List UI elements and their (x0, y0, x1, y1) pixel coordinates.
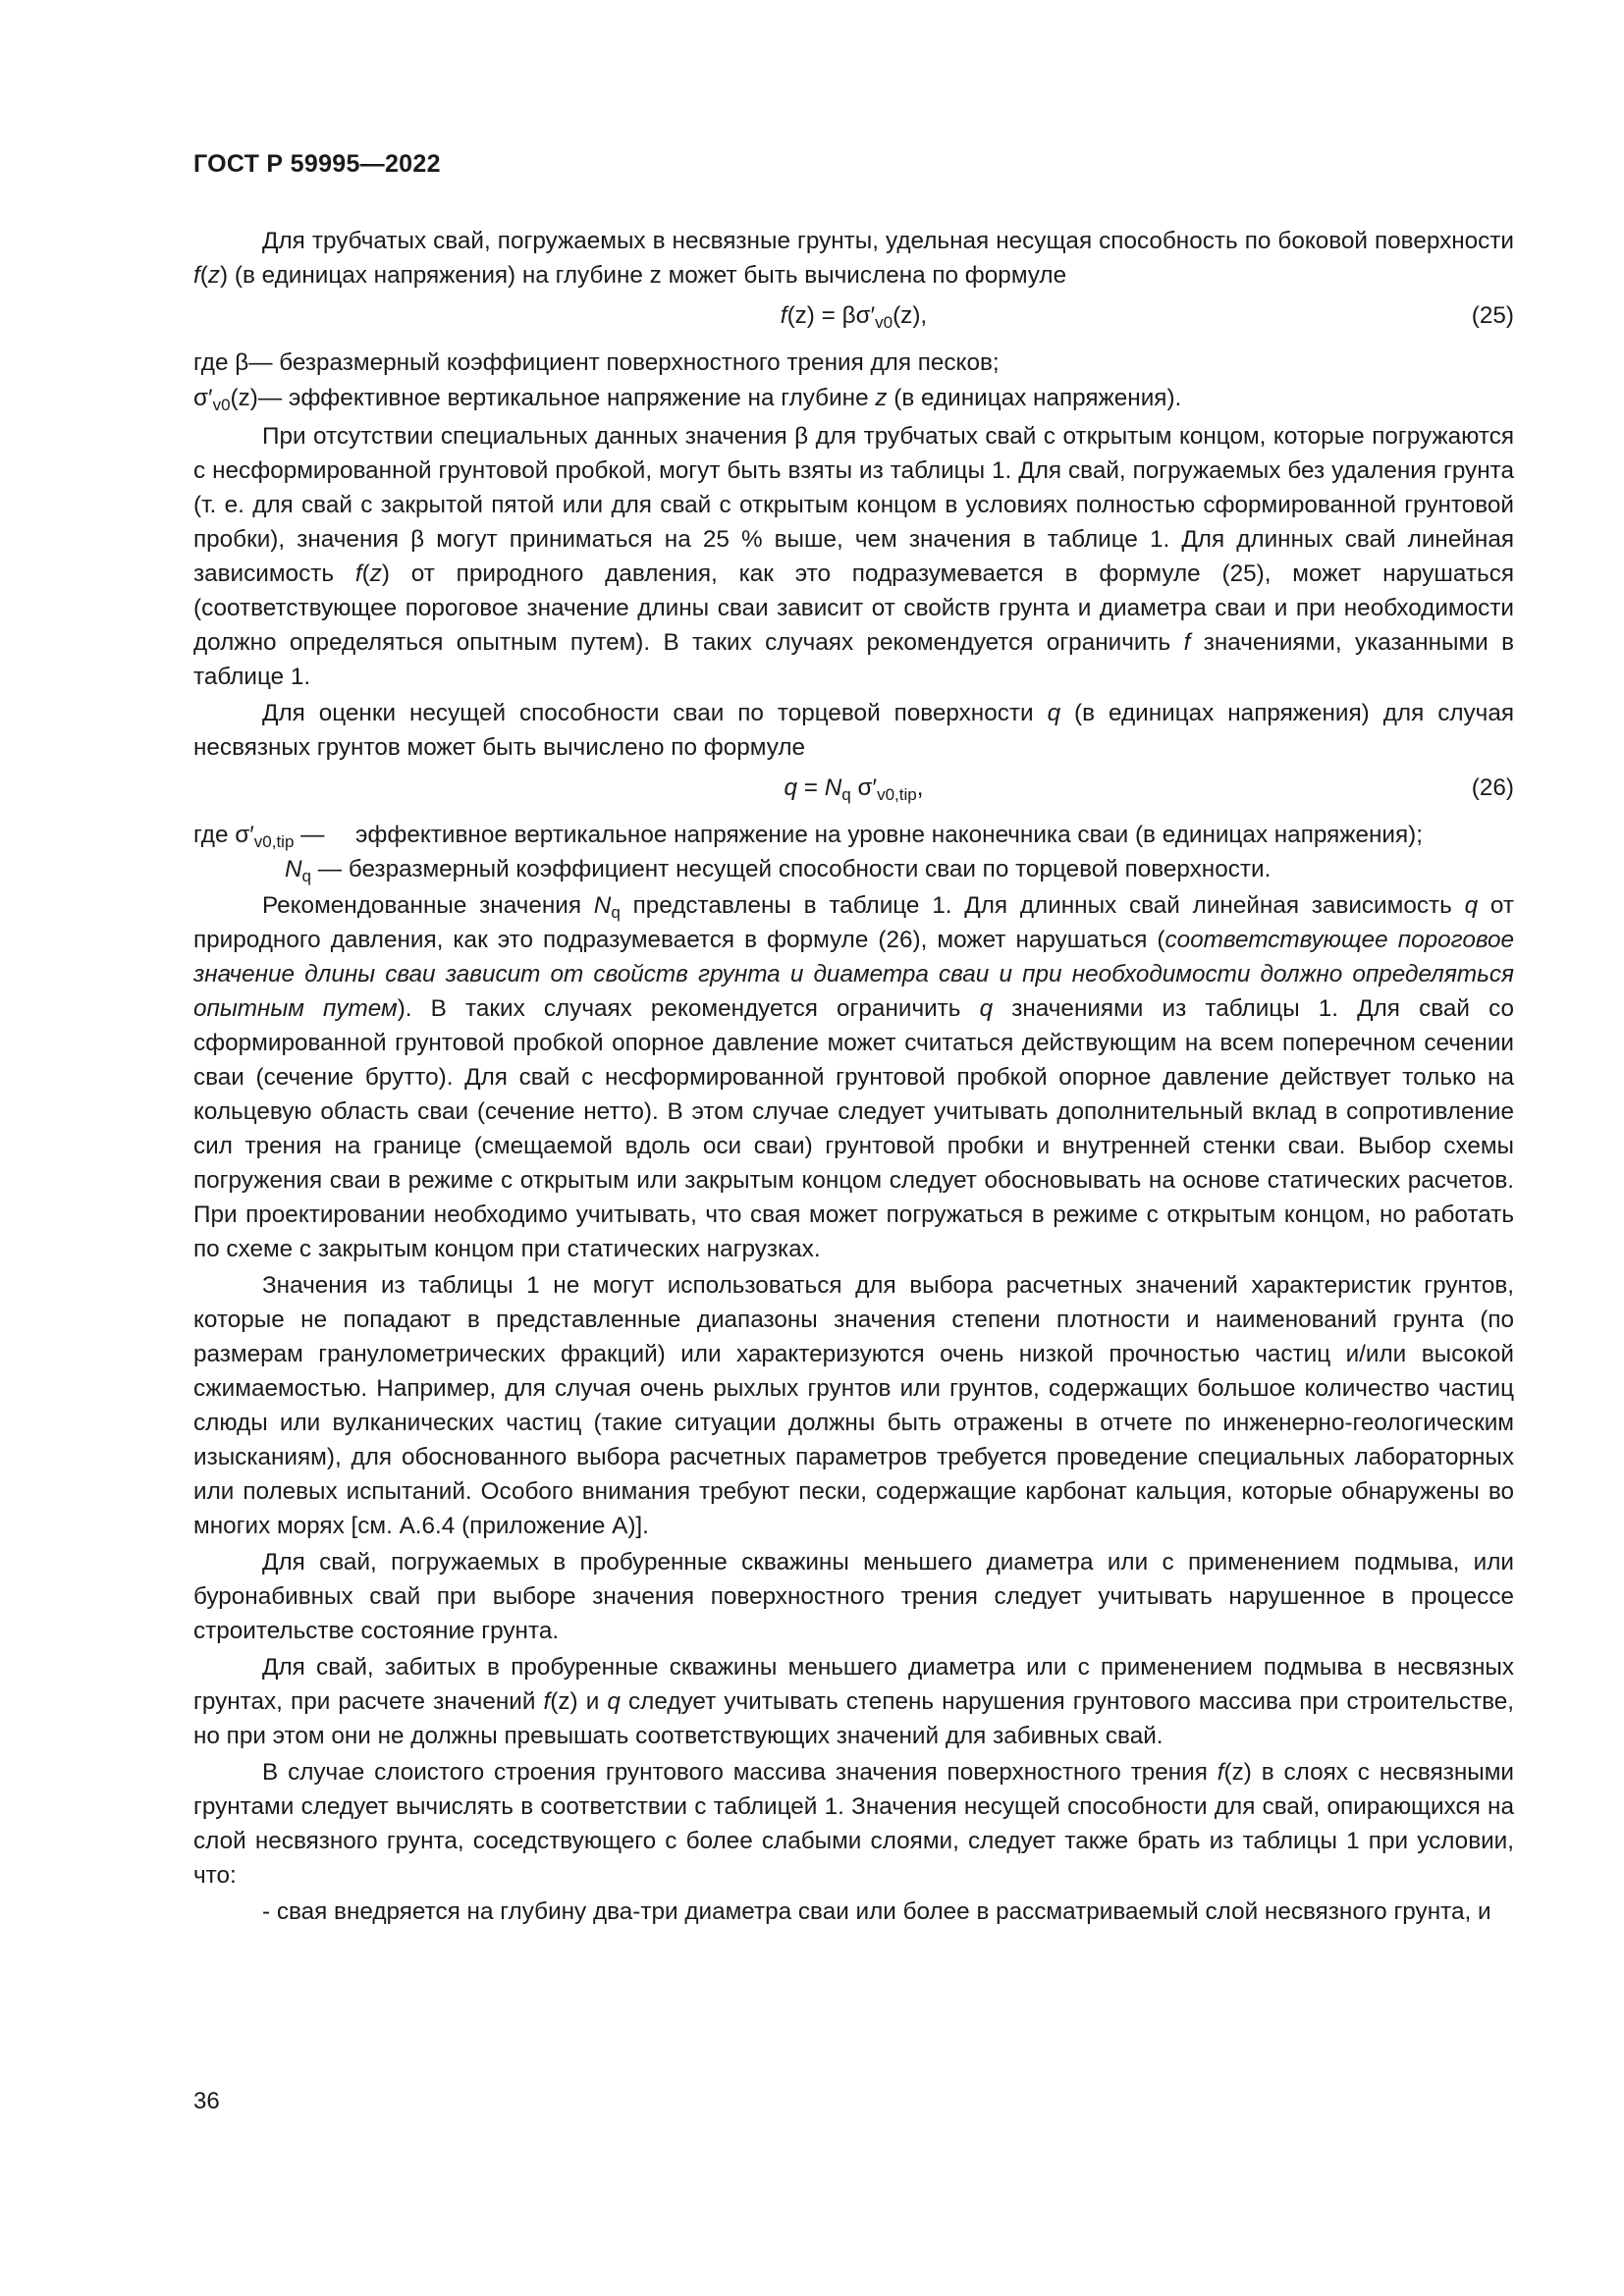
paragraph: При отсутствии специальных данных значения β для трубчатых свай с открытым концом, которые погружаются с несформированной грунтовой пробкой, могут быть взяты из таблицы 1. Для свай, погружаемых без удаления грунта (т. е. для свай с закрытой пятой или для свай с открытым концом в условиях полностью сформированной грунтовой пробки), значения β могут приниматься на 25 % выше, чем значения в таблице 1. Для длинных свай линейная зависимость f(z) от природного давления, как это подразумевается в формуле (25), может нарушаться (соответствующее пороговое значение длины сваи зависит от свойств грунта и диаметра сваи и при необходимости должно определяться опытным путем). В таких случаях рекомендуется ограничить f значениями, указанными в таблице 1. (193, 423, 1514, 690)
document-header: ГОСТ Р 59995—2022 (193, 150, 441, 178)
list-item: - свая внедряется на глубину два-три диаметра сваи или более в рассматриваемый слой несвязного грунта, и (262, 1898, 1491, 1925)
where-clause: $N_q$ — безразмерный коэффициент несущей способности сваи по торцевой поверхности. (285, 856, 1272, 885)
formula-number: (26) (1471, 774, 1514, 801)
formula-expression: $f(z) = \beta\sigma'_{v0}(z)$, (780, 302, 928, 332)
paragraph: Для свай, забитых в пробуренные скважины меньшего диаметра или с применением подмыва в несвязных грунтах, при расчете значений f(z) и q следует учитывать степень нарушения грунтового массива при строительстве, но при этом они не должны превышать соответствующих значений для забивных свай. (193, 1654, 1515, 1749)
formula-26 (193, 767, 1514, 810)
paragraph: В случае слоистого строения грунтового массива значения поверхностного трения f(z) в слоях с несвязными грунтами следует вычислять в соответствии с таблицей 1. Значения несущей способности для свай, опирающихся на слой несвязного грунта, соседствующего с более слабыми слоями, следует также брать из таблицы 1 при условии, что: (193, 1759, 1514, 1889)
page-number: 36 (193, 2088, 220, 2114)
paragraph: Для свай, погружаемых в пробуренные скважины меньшего диаметра или с применением подмыва, или буронабивных свай при выборе значения поверхностного трения следует учитывать нарушенное в процессе строительстве состояние грунта. (193, 1549, 1514, 1644)
formula-25 (193, 294, 1514, 338)
paragraph: Значения из таблицы 1 не могут использоваться для выбора расчетных значений характеристик грунтов, которые не попадают в представленные диапазоны значения степени плотности и наименований грунта (по размерам гранулометрических фракций) или характеризуются очень низкой прочностью частиц и/или высокой сжимаемостью. Например, для случая очень рыхлых грунтов или грунтов, содержащих большое количество частиц слюды или вулканических частиц (такие ситуации должны быть отражены в отчете по инженерно-геологическим изысканиям), для обоснованного выбора расчетных параметров требуется проведение специальных лабораторных или полевых испытаний. Особого внимания требуют пески, содержащие карбонат кальция, которые обнаружены во многих морях [см. А.6.4 (приложение А)]. (193, 1272, 1514, 1539)
formula-expression: $q = N_q$ $\sigma'_{v0,tip}$, (784, 774, 924, 804)
paragraph: Для трубчатых свай, погружаемых в несвязные грунты, удельная несущая способность по боковой поверхности f(z) (в единицах напряжения) на глубине z может быть вычислена по формуле (193, 228, 1514, 289)
where-clause: где β — безразмерный коэффициент поверхностного трения для песков; (193, 349, 1000, 376)
page-content (193, 224, 1514, 1931)
where-clause: $\sigma'_{v0}(z)$ — эффективное вертикальное напряжение на глубине z (в единицах напряжения). (193, 385, 1182, 414)
paragraph: Для оценки несущей способности сваи по торцевой поверхности q (в единицах напряжения) для случая несвязных грунтов может быть вычислено по формуле (193, 700, 1514, 761)
paragraph: Рекомендованные значения $N_q$ представлены в таблице 1. Для длинных свай линейная зависимость q от природного давления, как это подразумевается в формуле (26), может нарушаться (соответствующее пороговое значение длины сваи зависит от свойств грунта и диаметра сваи и при необходимости должно определяться опытным путем). В таких случаях рекомендуется ограничить q значениями из таблицы 1. Для свай со сформированной грунтовой пробкой опорное давление может считаться действующим на всем поперечном сечении сваи (сечение брутто). Для свай с несформированной грунтовой пробкой опорное давление действует только на кольцевую область сваи (сечение нетто). В этом случае следует учитывать дополнительный вклад в сопротивление сил трения на границе (смещаемой вдоль оси сваи) грунтовой пробки и внутренней стенки сваи. Выбор схемы погружения сваи в режиме с открытым или закрытым концом следует обосновывать на основе статических расчетов. При проектировании необходимо учитывать, что свая может погружаться в режиме с открытым концом, но работать по схеме с закрытым концом при статических нагрузках. (193, 892, 1515, 1262)
where-clause: где $\sigma'_{v0,tip}$ — эффективное вертикальное напряжение на уровне наконечника сваи (в единицах напряжения); (193, 822, 1424, 851)
formula-number: (25) (1471, 302, 1514, 329)
